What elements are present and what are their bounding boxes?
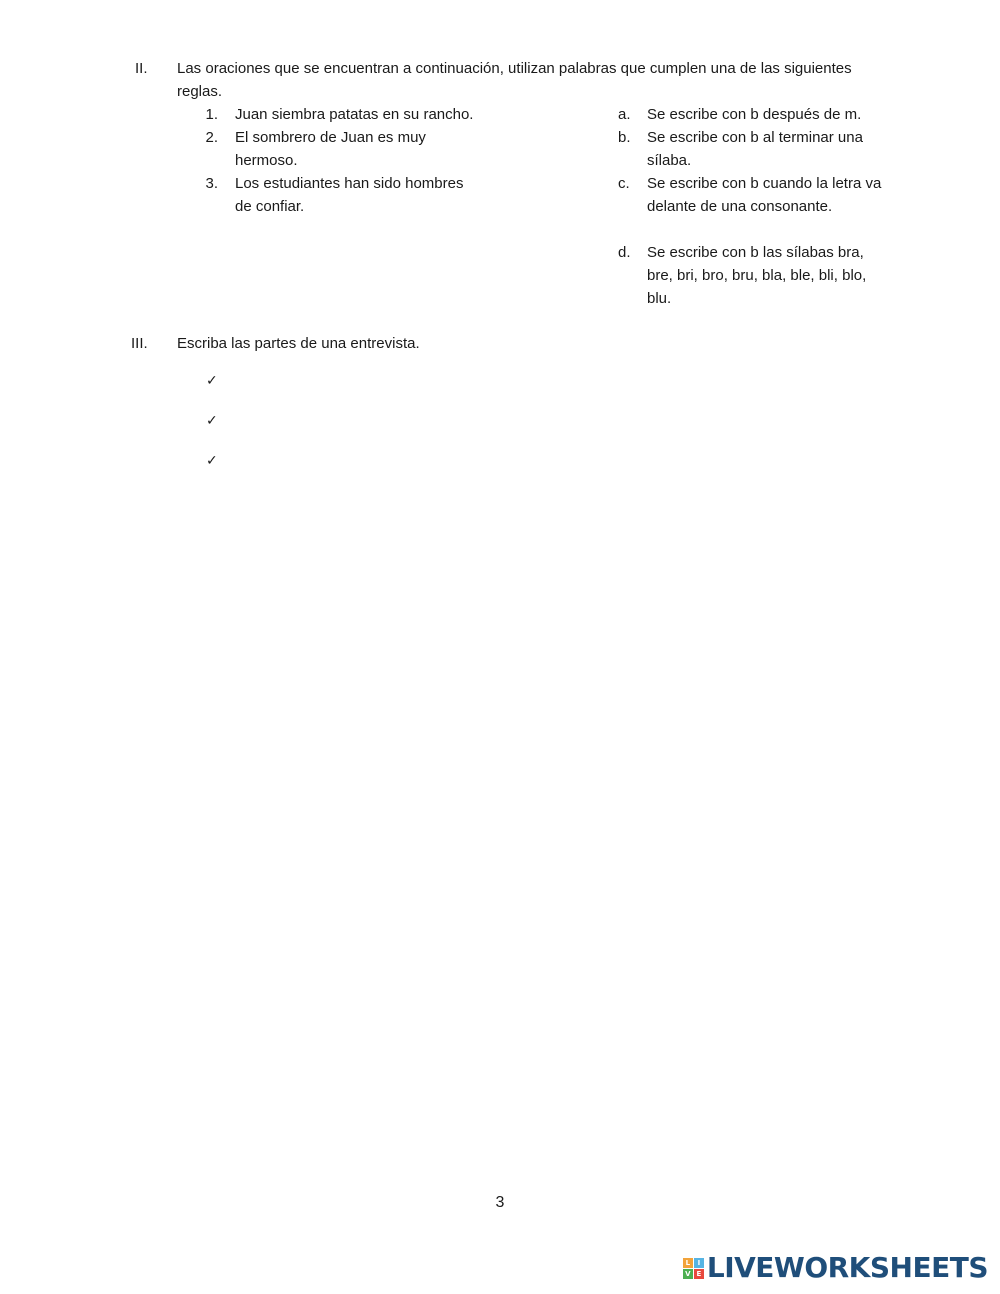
logo-tile: E xyxy=(694,1269,704,1279)
rule-d-line-2: bre, bri, bro, bru, bla, ble, bli, blo, xyxy=(647,267,867,284)
rule-a-line-1: Se escribe con b después de m. xyxy=(647,106,862,123)
rule-d-line-1: Se escribe con b las sílabas bra, xyxy=(647,244,864,261)
rule-b-marker: b. xyxy=(618,129,631,146)
rule-d-marker: d. xyxy=(618,244,631,261)
checkmark-icon: ✓ xyxy=(206,453,218,469)
logo-tile: L xyxy=(683,1258,693,1268)
section-2-instruction-line2: reglas. xyxy=(177,83,223,100)
logo-tiles-icon xyxy=(683,1258,704,1279)
sentence-2-marker: 2. xyxy=(205,129,218,146)
sentence-2-line-2: hermoso. xyxy=(235,152,298,169)
rule-c-line-1: Se escribe con b cuando la letra va xyxy=(647,175,882,192)
sentence-3-marker: 3. xyxy=(205,175,218,192)
rule-a-marker: a. xyxy=(618,106,631,123)
rule-b-line-2: sílaba. xyxy=(647,152,692,169)
sentence-1-line-1: Juan siembra patatas en su rancho. xyxy=(235,106,474,123)
rule-d-line-3: blu. xyxy=(647,290,672,307)
rule-c-line-2: delante de una consonante. xyxy=(647,198,833,215)
section-3-instruction: Escriba las partes de una entrevista. xyxy=(177,335,420,352)
sentence-3-line-2: de confiar. xyxy=(235,198,305,215)
sentence-3-line-1: Los estudiantes han sido hombres xyxy=(235,175,464,192)
section-2-instruction-line1: Las oraciones que se encuentran a continuación, utilizan palabras que cumplen una de las siguientes xyxy=(177,60,852,77)
logo-text: LIVEWORKSHEETS xyxy=(706,1251,988,1284)
page-number: 3 xyxy=(495,1194,505,1211)
liveworksheets-logo xyxy=(683,1252,988,1284)
logo-tile: V xyxy=(683,1269,693,1279)
rule-b-line-1: Se escribe con b al terminar una xyxy=(647,129,863,146)
rule-c-marker: c. xyxy=(618,175,630,192)
sentence-1-marker: 1. xyxy=(205,106,218,123)
checkmark-icon: ✓ xyxy=(206,413,218,429)
logo-tile: I xyxy=(694,1258,704,1268)
section-3-numeral: III. xyxy=(131,335,148,352)
sentence-2-line-1: El sombrero de Juan es muy xyxy=(235,129,426,146)
section-2-numeral: II. xyxy=(135,60,148,77)
checkmark-icon: ✓ xyxy=(206,373,218,389)
